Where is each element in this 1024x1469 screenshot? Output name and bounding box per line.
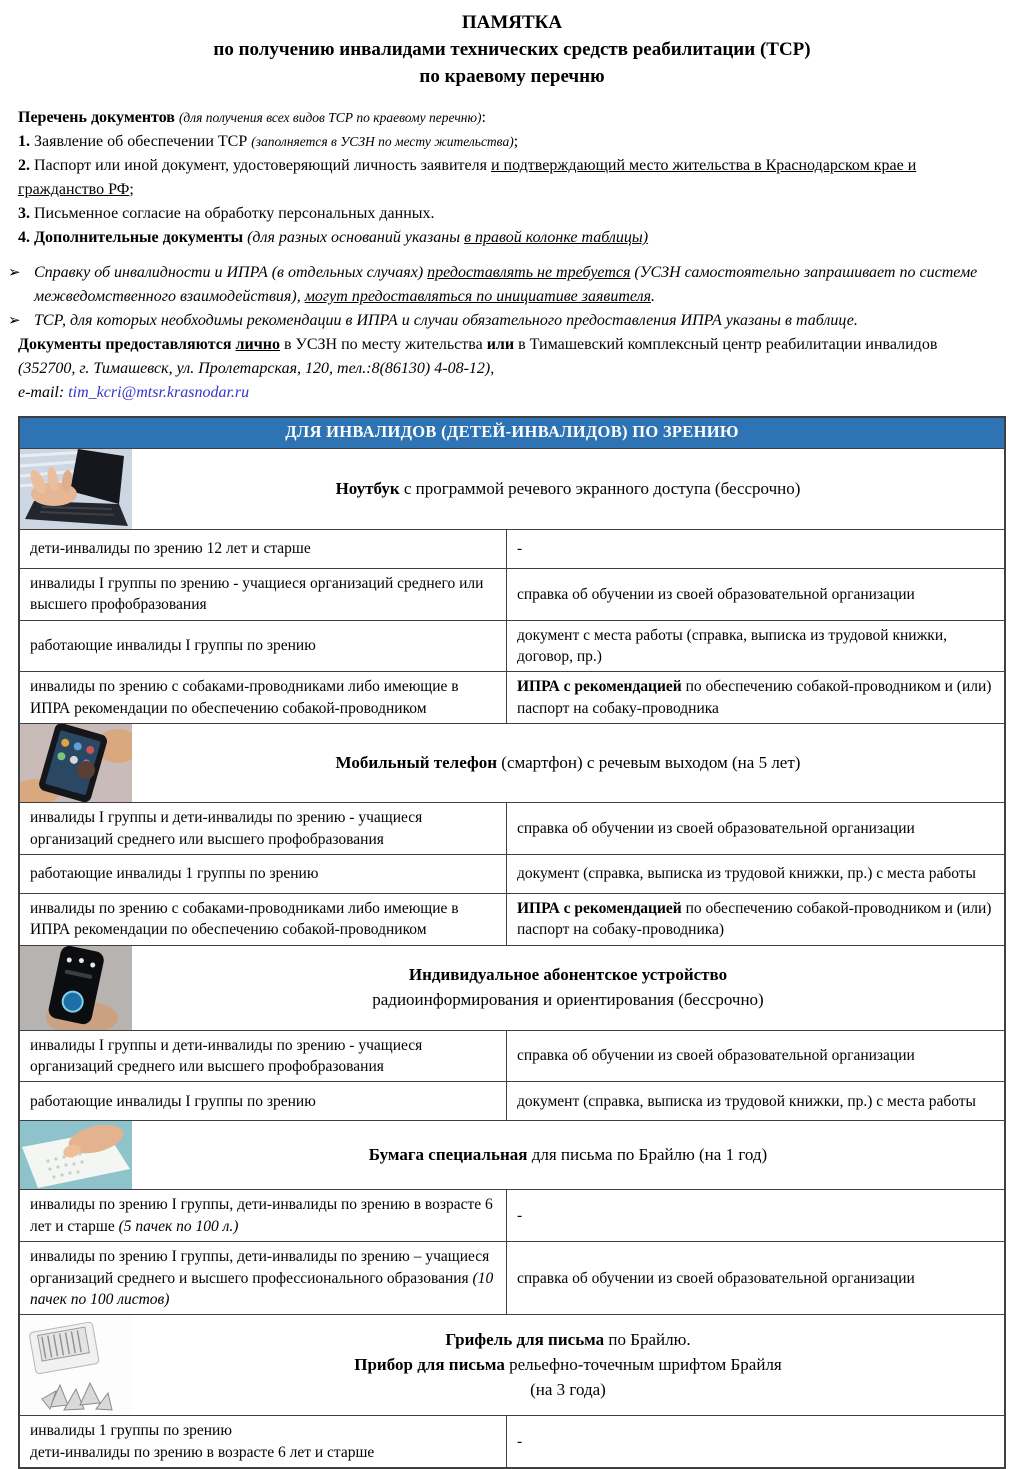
text-segment: или [486,335,515,353]
cell-text [517,1205,994,1226]
beneficiary-cell [20,1190,507,1241]
text-segment: дети-инвалиды по зрению 12 лет и старше [30,540,311,558]
table-row [20,893,1004,945]
text-segment: инвалиды I группы и дети-инвалиды по зрению - учащиеся организаций среднего или высшего профобразования [30,1036,423,1076]
table-row [20,802,1004,854]
address-line [18,357,1006,381]
text-segment: по обеспечению собакой-проводником и (или) паспорт на собаку-проводника [517,678,992,717]
cell-text [30,1091,496,1112]
cell-text [517,1268,994,1289]
documents-cell [507,621,1004,672]
text-segment: ; [513,132,519,150]
text-segment: - [517,1207,523,1225]
table-row [20,568,1004,620]
text-segment: инвалиды по зрению с собаками-проводниками либо имеющие в ИПРА рекомендации по обеспечению собакой-проводником [30,678,459,717]
cell-text [517,584,994,605]
documents-list-item [18,130,1006,154]
text-segment: (для получения всех видов ТСР по краевому перечню) [178,109,482,125]
table-row [20,529,1004,568]
smartphone-photo [20,724,132,802]
text-segment: лично [235,335,280,353]
text-segment: (для разных оснований указаны [247,228,465,246]
documents-cell [507,1082,1004,1120]
documents-cell [507,1242,1004,1314]
documents-cell [507,1031,1004,1082]
text-segment: Справку об инвалидности и ИПРА (в отдельных случаях) [34,263,428,281]
text-segment: (на 3 года) [530,1379,606,1399]
section-title-text [372,963,763,1012]
beneficiary-cell [20,1416,507,1467]
text-segment: справка об обучении из своей образовательной организации [517,1047,915,1065]
text-segment: по Брайлю. [604,1330,691,1350]
section-title [132,1121,1004,1189]
text-segment: . [651,287,656,305]
text-segment: документ с места работы (справка, выписка из трудовой книжки, договор, пр.) [517,626,948,666]
text-segment: работающие инвалиды I группы по зрению [30,637,316,655]
note-bullet [8,309,1006,333]
beneficiary-cell [20,1031,507,1082]
doc-title-line: по краевому перечню [419,65,605,87]
cell-text [30,676,496,719]
note-bullet [8,261,1006,309]
section-title [132,1315,1004,1415]
text-segment: в Тимашевский комплексный центр реабилитации инвалидов [514,335,938,353]
braille-paper-photo [20,1121,132,1189]
text-segment: могут предоставляться по инициативе заявителя [304,287,652,305]
section-title [132,449,1004,529]
text-segment: работающие инвалиды I группы по зрению [30,1092,316,1110]
text-segment: Письменное согласие на обработку персональных данных. [34,204,435,222]
beneficiary-cell [20,855,507,893]
section-title-row [20,1314,1004,1415]
text-segment: в правой колонке таблицы) [464,228,649,246]
table-row [20,1030,1004,1082]
text-segment: Мобильный телефон [335,752,498,772]
text-segment: справка об обучении из своей образовательной организации [517,585,915,603]
text-segment: инвалиды по зрению I группы, дети-инвалиды по зрению в возрасте 6 лет и старше [30,1196,493,1235]
text-segment: справка об обучении из своей образовательной организации [517,819,915,837]
text-segment: Перечень документов [18,108,179,126]
cell-text [517,538,994,559]
section-title-row [20,723,1004,802]
tsr-table [18,416,1006,1469]
text-segment: Бумага специальная [368,1145,528,1165]
cell-text [30,1194,496,1237]
section-title-text [369,1143,767,1168]
documents-cell [507,894,1004,945]
cell-text [517,625,994,668]
text-segment: Индивидуальное абонентское устройство [408,965,728,985]
beneficiary-cell [20,1242,507,1314]
text-segment: (смартфон) с речевым выходом (на 5 лет) [497,752,801,772]
text-segment: Документы предоставляются [18,335,236,353]
documents-list-item [18,154,1006,202]
text-segment: инвалиды 1 группы по зрению [30,1422,232,1440]
beneficiary-cell [20,1082,507,1120]
table-header: ДЛЯ ИНВАЛИДОВ (ДЕТЕЙ-ИНВАЛИДОВ) ПО ЗРЕНИЮ [20,418,1004,448]
table-row [20,1189,1004,1241]
text-segment: (заполняется в УСЗН по месту жительства) [251,133,514,149]
text-segment: (УСЗН самостоятельно запрашивает по системе межведомственного взаимодействия), [34,263,978,305]
documents-list-lead [18,106,1006,130]
text-segment: Ноутбук [335,478,400,498]
cell-text [517,1045,994,1066]
arrow-bullet-icon: ➢ [8,264,21,281]
doc-title-line: ПАМЯТКА [461,12,563,33]
documents-list-item [18,226,1006,250]
text-segment: Заявление об обеспечении ТСР [34,132,252,150]
beneficiary-cell [20,894,507,945]
cell-text [30,1420,496,1463]
beneficiary-cell [20,803,507,854]
table-row [20,1415,1004,1467]
text-segment: и подтверждающий место жительства в Краснодарском крае и гражданство РФ [18,156,917,198]
text-segment: (10 пачек по 100 листов) [30,1269,494,1308]
section-title-row [20,448,1004,529]
text-segment: 2. [18,156,34,174]
text-segment: : [481,108,486,126]
text-segment: справка об обучении из своей образовательной организации [517,1269,915,1287]
text-segment: инвалиды по зрению I группы, дети-инвалиды по зрению – учащиеся организаций среднего и высшего профессионального образования [30,1248,490,1287]
text-segment: инвалиды I группы по зрению - учащиеся организаций среднего или высшего профобразования [30,574,484,614]
text-segment: дети-инвалиды по зрению в возрасте 6 лет и старше [30,1443,375,1461]
beneficiary-cell [20,621,507,672]
doc-title-line: по получению инвалидами технических средств реабилитации (ТСР) [213,38,811,60]
text-segment: (5 пачек по 100 л.) [118,1217,239,1235]
text-segment: ИПРА с рекомендацией [517,899,682,917]
cell-text [517,1431,994,1452]
text-segment: (352700, г. Тимашевск, ул. Пролетарская, 120, тел.:8(86130) 4-08-12), [18,359,495,377]
table-row [20,620,1004,672]
email-line [18,381,1006,405]
table-row [20,1081,1004,1120]
text-segment: документ (справка, выписка из трудовой книжки, пр.) с места работы [517,1092,976,1110]
documents-cell [507,1416,1004,1467]
section-title-text [336,477,801,502]
text-segment: 3. [18,204,34,222]
text-segment: - [517,1432,523,1450]
cell-text [30,573,496,616]
text-segment: инвалиды по зрению с собаками-проводниками либо имеющие в ИПРА рекомендации по обеспечению собакой-проводником [30,899,459,939]
email-label: e-mail: [18,383,69,401]
email-link[interactable]: tim_kcri@mtsr.krasnodar.ru [68,383,250,401]
documents-cell [507,530,1004,568]
section-title [132,724,1004,802]
text-segment: инвалиды I группы и дети-инвалиды по зрению - учащиеся организаций среднего или высшего профобразования [30,809,423,848]
section-title-row [20,945,1004,1030]
text-segment: ; [129,180,134,198]
cell-text [30,635,496,656]
documents-cell [507,672,1004,723]
text-segment: 1. [18,132,34,150]
cell-text [30,1035,496,1078]
text-segment: ТСР, для которых необходимы рекомендации в ИПРА и случаи обязательного предоставления ИПРА указаны в таблице. [34,311,858,329]
documents-cell [507,1190,1004,1241]
text-segment: ИПРА с рекомендацией [517,678,682,696]
text-segment: с программой речевого экранного доступа (бессрочно) [399,478,801,498]
note-text [34,261,1006,309]
text-segment: для письма по Брайлю (на 1 год) [527,1145,768,1165]
beneficiary-cell [20,672,507,723]
cell-text [30,863,496,884]
text-segment: Грифель для письма [445,1330,605,1350]
radio-device-photo [20,946,132,1030]
documents-list-item [18,202,1006,226]
cell-text [517,676,994,719]
text-segment: работающие инвалиды 1 группы по зрению [30,865,319,883]
text-segment: Прибор для письма [354,1354,505,1374]
text-segment: по обеспечению собакой-проводником и (или) паспорт на собаку-проводника) [517,899,992,939]
delivery-line [18,333,1006,357]
cell-text [517,1091,994,1112]
text-segment: радиоинформирования и ориентирования (бессрочно) [372,989,764,1009]
intro-section [8,106,1006,405]
text-segment: предоставлять не требуется [427,263,631,281]
cell-text [517,863,994,884]
documents-cell [507,855,1004,893]
section-title-text [336,751,801,776]
cell-text [517,818,994,839]
cell-text [30,538,496,559]
documents-cell [507,803,1004,854]
laptop-photo [20,449,132,529]
documents-cell [507,569,1004,620]
notes-list [8,261,1006,333]
doc-title [18,10,1006,91]
cell-text [30,1246,496,1310]
note-text [34,309,1006,333]
cell-text [517,898,994,941]
beneficiary-cell [20,569,507,620]
text-segment: в УСЗН по месту жительства [279,335,487,353]
text-segment: документ (справка, выписка из трудовой книжки, пр.) с места работы [517,865,976,883]
beneficiary-cell [20,530,507,568]
text-segment: рельефно-точечным шрифтом Брайля [504,1354,782,1374]
table-row [20,671,1004,723]
cell-text [30,807,496,850]
text-segment: - [517,540,523,558]
text-segment: Паспорт или иной документ, удостоверяющий личность заявителя [34,156,491,174]
cell-text [30,898,496,941]
section-title-row [20,1120,1004,1189]
table-row [20,1241,1004,1314]
table-row [20,854,1004,893]
text-segment: 4. Дополнительные документы [18,228,248,246]
braille-slate-photo [20,1315,132,1415]
section-title [132,946,1004,1030]
arrow-bullet-icon: ➢ [8,312,21,329]
section-title-text [354,1328,782,1402]
table-body [20,448,1004,1467]
